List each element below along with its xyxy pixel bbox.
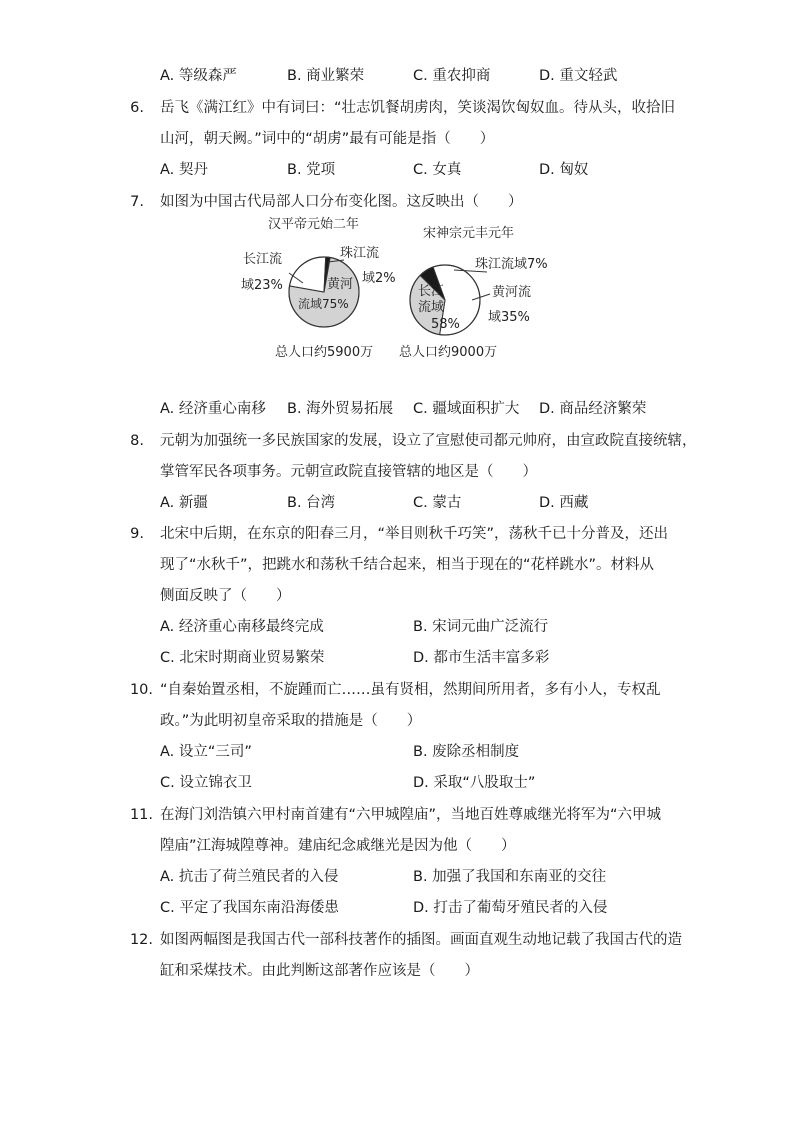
- q8-option-b: B. 台湾: [287, 495, 336, 511]
- q9-option-a: A. 经济重心南移最终完成: [160, 619, 324, 635]
- q9-option-c: C. 北宋时期商业贸易繁荣: [160, 650, 325, 666]
- chart2-total: 总人口约9000万: [399, 345, 498, 360]
- chart2-label: 58%: [431, 317, 460, 332]
- q5-option-d: D. 重文轻武: [539, 68, 618, 84]
- question-text-line: “自秦始置丞相，不旋踵而亡……虽有贤相，然期间所用者，多有小人，专权乱: [160, 682, 661, 698]
- chart1-title: 汉平帝元始二年: [268, 217, 360, 232]
- q10-option-a: A. 设立“三司”: [160, 744, 252, 760]
- q5-option-a: A. 等级森严: [160, 68, 237, 84]
- q11-option-b: B. 加强了我国和东南亚的交往: [413, 869, 607, 885]
- q5-option-b: B. 商业繁荣: [287, 68, 365, 84]
- q8-option-a: A. 新疆: [160, 495, 208, 511]
- q6-option-d: D. 匈奴: [539, 162, 589, 178]
- q9-option-b: B. 宋词元曲广泛流行: [413, 619, 549, 635]
- question-text-line: 政。”为此明初皇帝采取的措施是（ ）: [160, 713, 422, 729]
- question-text-line: 隍庙”江海城隍尊神。建庙纪念戚继光是因为他（ ）: [160, 838, 516, 854]
- q10-option-b: B. 废除丞相制度: [413, 744, 520, 760]
- question-text-line: 现了“水秋千”，把跳水和荡秋千结合起来，相当于现在的“花样跳水”。材料从: [160, 557, 655, 573]
- chart2-label: 黄河流: [492, 285, 532, 300]
- q11-option-a: A. 抗击了荷兰殖民者的入侵: [160, 869, 339, 885]
- q7-option-d: D. 商品经济繁荣: [539, 401, 647, 417]
- chart1-label: 域2%: [362, 271, 396, 286]
- q7-option-b: B. 海外贸易拓展: [287, 401, 394, 417]
- pie-slice: [290, 257, 326, 292]
- question-text-line: 如图两幅图是我国古代一部科技著作的插图。画面直观生动地记载了我国古代的造: [160, 932, 682, 948]
- question-text-line: 在海门刘浩镇六甲村南首建有“六甲城隍庙”，当地百姓尊戚继光将军为“六甲城: [160, 807, 662, 823]
- question-text-line: 缸和采煤技术。由此判断这部著作应该是（ ）: [160, 963, 479, 979]
- q7-option-a: A. 经济重心南移: [160, 401, 266, 417]
- question-text-line: 掌管军民各项事务。元朝宣政院直接管辖的地区是（ ）: [160, 464, 537, 480]
- question-number: 7.: [130, 194, 144, 210]
- question-number: 6.: [130, 100, 144, 116]
- question-text-line: 元朝为加强统一多民族国家的发展，设立了宣慰使司都元帅府，由宣政院直接统辖，: [160, 433, 697, 449]
- q7-option-c: C. 疆域面积扩大: [413, 401, 520, 417]
- population-pie-charts: [0, 210, 794, 390]
- chart2-label: 珠江流域7%: [475, 257, 548, 272]
- q6-option-b: B. 党项: [287, 162, 336, 178]
- question-text-line: 侧面反映了（ ）: [160, 588, 291, 604]
- question-number: 10.: [129, 682, 153, 698]
- chart1-total: 总人口约5900万: [275, 345, 374, 360]
- question-text-line: 岳飞《满江红》中有词曰：“壮志饥餐胡虏肉，笑谈渴饮匈奴血。待从头，收拾旧: [160, 100, 676, 116]
- q11-option-d: D. 打击了葡萄牙殖民者的入侵: [413, 900, 608, 916]
- q8-option-d: D. 西藏: [539, 495, 589, 511]
- chart2-label: 长江: [418, 284, 445, 299]
- chart1-label: 珠江流: [340, 246, 380, 261]
- q6-option-a: A. 契丹: [160, 162, 208, 178]
- question-text-line: 如图为中国古代局部人口分布变化图。这反映出（ ）: [160, 194, 523, 210]
- question-number: 11.: [129, 807, 153, 823]
- chart1-label: 长江流: [243, 252, 283, 267]
- q6-option-c: C. 女真: [413, 162, 462, 178]
- q10-option-c: C. 设立锦衣卫: [160, 775, 252, 791]
- chart1-label: 黄河: [327, 277, 354, 292]
- q11-option-c: C. 平定了我国东南沿海倭患: [160, 900, 339, 916]
- chart2-label: 域35%: [488, 310, 530, 325]
- chart1-label: 域23%: [241, 278, 283, 293]
- question-text-line: 北宋中后期，在东京的阳春三月，“举目则秋千巧笑”，荡秋千已十分普及，还出: [160, 526, 669, 542]
- question-number: 9.: [130, 526, 144, 542]
- chart1-label: 流域75%: [298, 297, 349, 311]
- q5-option-c: C. 重农抑商: [413, 68, 491, 84]
- question-text-line: 山河，朝天阙。”词中的“胡虏”最有可能是指（ ）: [160, 131, 495, 147]
- q10-option-d: D. 采取“八股取士”: [413, 775, 536, 791]
- question-number: 12.: [129, 932, 153, 948]
- chart2-label: 流域: [418, 300, 445, 315]
- question-number: 8.: [130, 433, 144, 449]
- q8-option-c: C. 蒙古: [413, 495, 462, 511]
- chart2-title: 宋神宗元丰元年: [423, 226, 515, 241]
- q9-option-d: D. 都市生活丰富多彩: [413, 650, 550, 666]
